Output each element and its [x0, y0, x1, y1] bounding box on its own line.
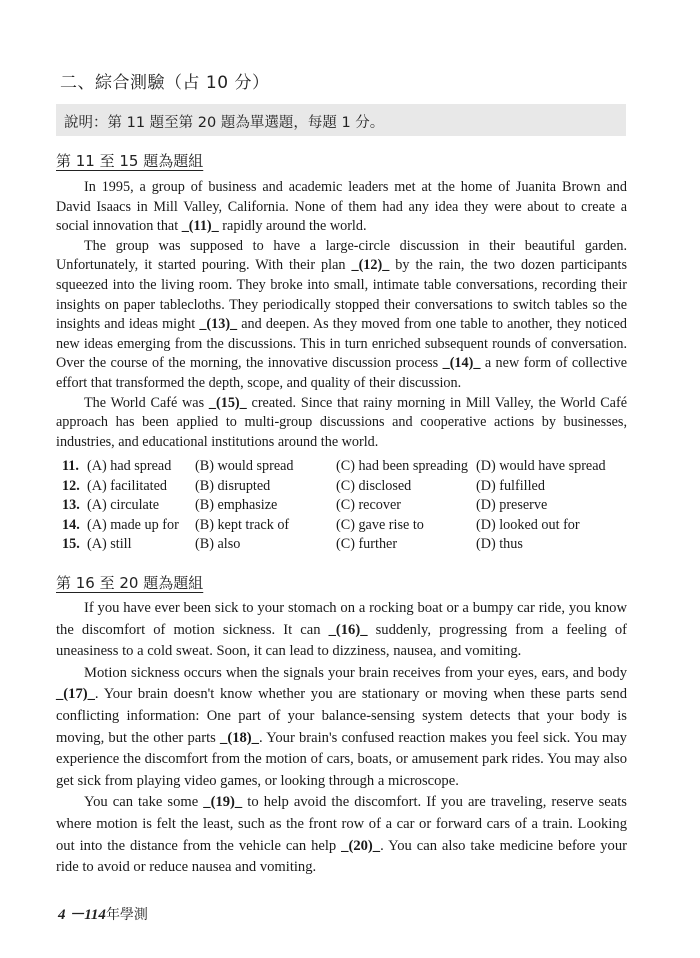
question-number: 11.: [62, 458, 79, 474]
option-d: (D) would have spread: [476, 458, 606, 474]
question-row: [62, 478, 632, 498]
option-d: (D) thus: [476, 536, 523, 553]
paragraph: [56, 598, 627, 663]
blank-18: _(18)_: [220, 729, 259, 746]
passage-text: a new form of collective effort that transformed the depth, scope, and quality of their discussion.: [56, 355, 627, 391]
exam-label: 年學測: [105, 907, 148, 923]
options-11-15: [62, 458, 632, 556]
passage-text: suddenly, progressing from a feeling of uneasiness to a cold sweat. Soon, it can lead to dizziness, nausea, and vomiting.: [56, 621, 628, 660]
question-row: [62, 517, 632, 537]
passage-text: . You can also take medicine before your ride to avoid or reduce nausea and vomiting.: [56, 837, 627, 876]
question-number: 14.: [62, 516, 80, 533]
option-b: (B) also: [195, 536, 241, 553]
instruction-box: [56, 104, 626, 136]
question-row: [62, 497, 632, 517]
page-footer: [58, 903, 148, 924]
passage-text: The group was supposed to have a large-circle discussion in their beautiful garden. Unfortunately, it started pouring. With their plan: [56, 237, 627, 274]
option-a: (A) circulate: [87, 497, 160, 514]
passage-text: rapidly around the world.: [218, 218, 367, 235]
option-c: (C) gave rise to: [336, 516, 424, 533]
paragraph: [56, 792, 627, 878]
passage-text: . Your brain's confused reaction makes you feel sick. You may experience the discomfort from the motion of cars, boats, or amusement park rides. You may also get sick from playing video games, or looking through a microscope.: [56, 729, 627, 789]
passage-text: You can take some: [84, 794, 204, 811]
passage-text: created. Since that rainy morning in Mill Valley, the World Café approach has been applied to multi-group discussions and cooperative actions by businesses, industries, and educational institutions around the world.: [56, 394, 627, 450]
option-a: (A) facilitated: [87, 477, 167, 494]
passage-text: . Your brain doesn't know whether you are stationary or moving when these parts send conflicting information: One part of your balance-sensing system detects that your body is moving, but the other parts: [56, 686, 627, 746]
option-c: (C) disclosed: [336, 477, 412, 494]
option-b: (B) would spread: [195, 458, 294, 474]
option-c: (C) had been spreading: [336, 458, 468, 474]
option-d: (D) preserve: [476, 497, 548, 514]
paragraph: [56, 394, 627, 453]
passage-text: to help avoid the discomfort. If you are traveling, reserve seats where motion is felt the least, such as the front row of a car or forward cars of a train. Looking out into the distance from the vehicle can help: [56, 794, 627, 854]
passage-text: by the rain, the two dozen participants squeezed into the living room. They broke into small, intimate table conversations, recording their insights on paper tablecloths. They periodically stopped their conversations to switch tables so the insights and ideas might: [56, 257, 627, 333]
option-a: (A) had spread: [87, 458, 172, 474]
blank-20: _(20)_: [341, 837, 381, 854]
option-c: (C) further: [336, 536, 398, 553]
question-number: 12.: [62, 477, 80, 494]
option-a: (A) made up for: [87, 516, 179, 533]
blank-19: _(19)_: [203, 794, 243, 811]
paragraph: [56, 178, 627, 237]
option-d: (D) fulfilled: [476, 477, 545, 494]
blank-14: _(14)_: [442, 355, 481, 372]
paragraph: [56, 663, 627, 793]
option-c: (C) recover: [336, 497, 401, 514]
passage-text: In 1995, a group of business and academic leaders met at the home of Juanita Brown and David Isaacs in Mill Valley, California. None of them had any idea they were about to create a social innovation that: [56, 179, 627, 235]
passage-text: and deepen. As they moved from one table to another, they noticed new ideas emerging from the discussions. This in turn enriched subsequent rounds of conversation. Over the course of the morning, the innovative discussion process: [56, 316, 627, 372]
passage-text: Motion sickness occurs when the signals your brain receives from your eyes, ears, and body: [84, 664, 627, 681]
passage-text: The World Café was: [84, 394, 209, 411]
blank-15: _(15)_: [208, 394, 247, 411]
blank-17: _(17)_: [56, 686, 95, 703]
option-b: (B) emphasize: [195, 497, 278, 514]
group-heading-11-15: 第 11 至 15 題為題組: [56, 152, 204, 170]
question-row: [62, 536, 632, 556]
group-heading-16-20: 第 16 至 20 題為題組: [56, 574, 204, 592]
blank-16: _(16)_: [328, 621, 368, 638]
instruction-text: 說明：第 11 題至第 20 題為單選題，每題 1 分。: [64, 115, 385, 131]
blank-13: _(13)_: [199, 316, 238, 333]
blank-11: _(11)_: [181, 218, 219, 235]
option-b: (B) kept track of: [195, 516, 290, 533]
option-b: (B) disrupted: [195, 477, 271, 494]
option-a: (A) still: [87, 536, 132, 553]
page-number: 4 －114: [58, 907, 106, 923]
paragraph: [56, 237, 627, 394]
question-row: [62, 458, 632, 478]
section-title: 二、綜合測驗（占 10 分）: [60, 73, 270, 93]
question-number: 15.: [62, 536, 80, 553]
question-number: 13.: [62, 497, 80, 514]
passage-11-15: [56, 178, 627, 452]
passage-16-20: [56, 598, 627, 879]
option-d: (D) looked out for: [476, 516, 580, 533]
blank-12: _(12)_: [351, 257, 390, 274]
passage-text: If you have ever been sick to your stomach on a rocking boat or a bumpy car ride, you know the discomfort of motion sickness. It can: [56, 600, 627, 638]
